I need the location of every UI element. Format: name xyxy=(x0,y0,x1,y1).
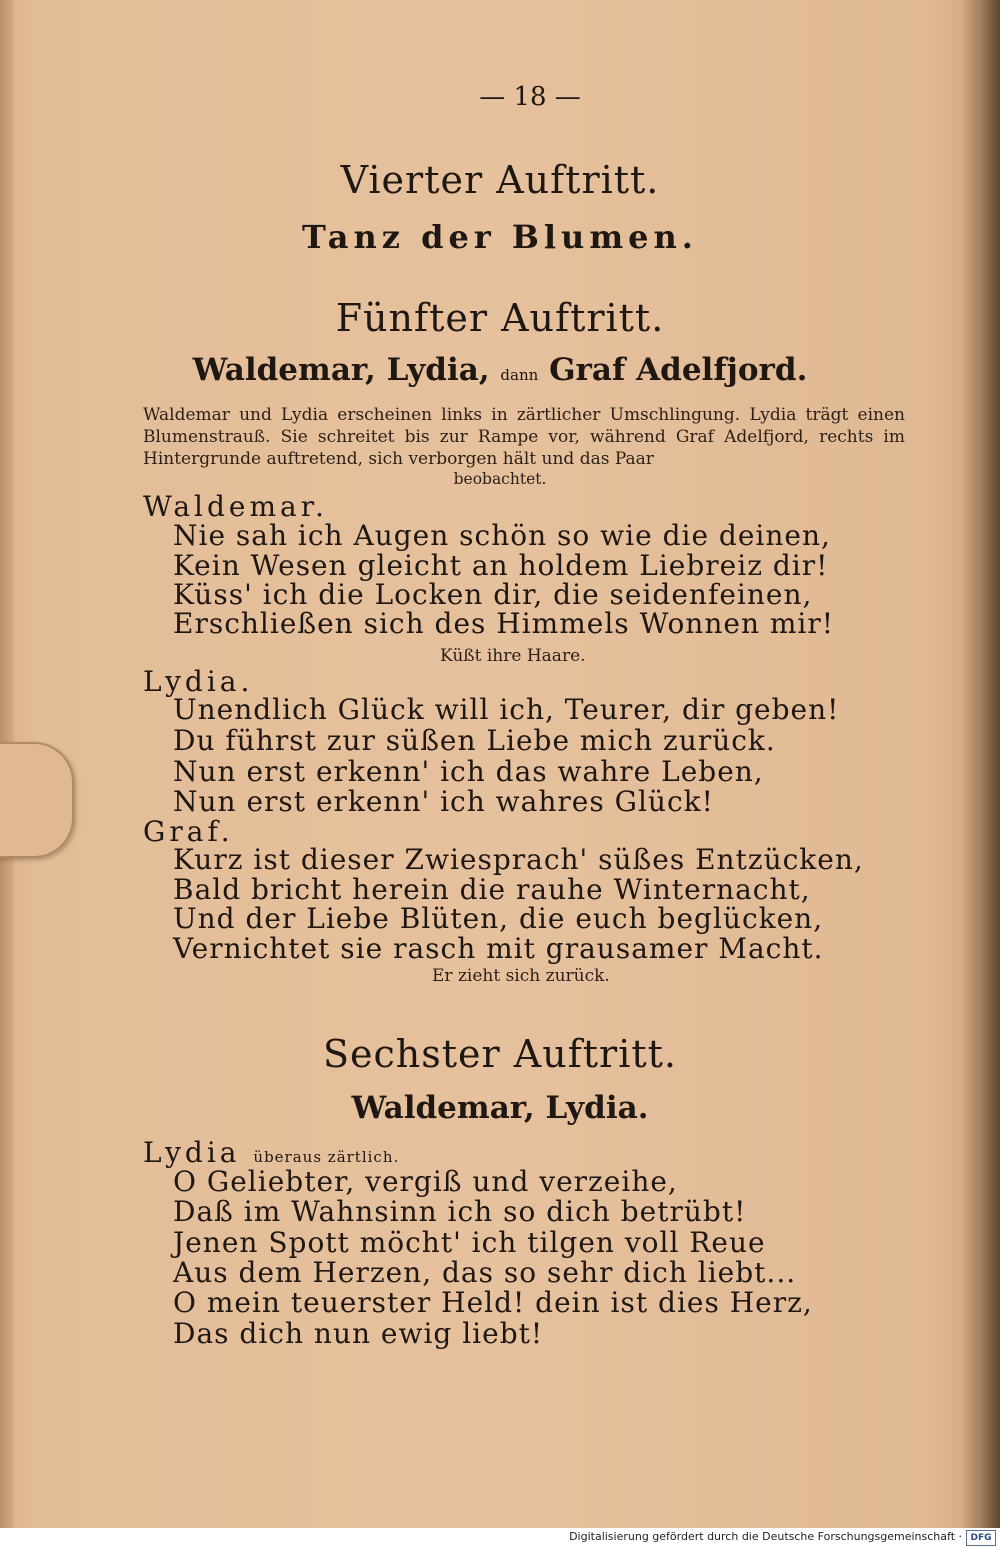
dfg-logo-icon: DFG xyxy=(966,1530,996,1546)
verse-line: Vernichtet sie rasch mit grausamer Macht. xyxy=(173,932,824,965)
footer-bar xyxy=(0,1528,1000,1547)
footer-credit: Digitalisierung gefördert durch die Deutsche Forschungsgemeinschaft · xyxy=(569,1530,962,1543)
verse-line: Nun erst erkenn' ich das wahre Leben, xyxy=(173,755,764,788)
scene5-characters-dann: dann xyxy=(500,366,539,384)
speaker-graf: Graf. xyxy=(143,815,234,848)
scene5-stage-direction-end: beobachtet. xyxy=(453,470,547,488)
scene4-subtitle: Tanz der Blumen. xyxy=(302,218,698,256)
verse-line: Aus dem Herzen, das so sehr dich liebt... xyxy=(173,1256,797,1289)
verse-line: Erschließen sich des Himmels Wonnen mir! xyxy=(173,607,835,640)
scene6-characters: Waldemar, Lydia. xyxy=(351,1090,649,1126)
verse-line: Das dich nun ewig liebt! xyxy=(173,1317,544,1350)
verse-line: Kurz ist dieser Zwiesprach' süßes Entzücken, xyxy=(173,843,864,876)
scene5-title: Fünfter Auftritt. xyxy=(335,296,665,340)
verse-line: Nie sah ich Augen schön so wie die deinen, xyxy=(173,519,831,552)
verse-line: Bald bricht herein die rauhe Winternacht, xyxy=(173,873,811,906)
scene6-title: Sechster Auftritt. xyxy=(323,1032,677,1076)
direction-kisses-hair: Küßt ihre Haare. xyxy=(440,646,586,666)
speaker-waldemar: Waldemar. xyxy=(143,490,328,523)
speaker-note: überaus zärtlich. xyxy=(253,1148,400,1166)
verse-line: Du führst zur süßen Liebe mich zurück. xyxy=(173,724,776,757)
scene5-stage-direction: Waldemar und Lydia erscheinen links in zärtlicher Umschlingung. Lydia trägt einen Blumenstrauß. Sie schreitet bis zur Rampe vor, während Graf Adelfjord, rechts im Hintergrunde auftretend, sich verborgen hält und das Paar xyxy=(143,405,905,469)
verse-line: Kein Wesen gleicht an holdem Liebreiz dir! xyxy=(173,549,829,582)
page-tab xyxy=(0,742,74,858)
scene4-title: Vierter Auftritt. xyxy=(340,158,660,202)
scene5-characters-graf: Graf Adelfjord. xyxy=(549,352,808,388)
verse-line: Küss' ich die Locken dir, die seidenfeinen, xyxy=(173,578,813,611)
scene5-characters xyxy=(0,352,1000,388)
verse-line: Unendlich Glück will ich, Teurer, dir geben! xyxy=(173,693,840,726)
speaker-lydia: Lydia. xyxy=(143,665,254,698)
scene5-characters-main: Waldemar, Lydia, xyxy=(192,352,490,388)
verse-line: O mein teuerster Held! dein ist dies Herz, xyxy=(173,1286,813,1319)
direction-withdraws: Er zieht sich zurück. xyxy=(432,966,610,986)
verse-line: Jenen Spott möcht' ich tilgen voll Reue xyxy=(173,1226,766,1259)
speaker-name: Lydia xyxy=(143,1136,241,1169)
verse-line: Und der Liebe Blüten, die euch beglücken, xyxy=(173,902,824,935)
verse-line: Nun erst erkenn' ich wahres Glück! xyxy=(173,785,714,818)
verse-line: Daß im Wahnsinn ich so dich betrübt! xyxy=(173,1195,747,1228)
verse-line: O Geliebter, vergiß und verzeihe, xyxy=(173,1165,678,1198)
page-number: — 18 — xyxy=(479,82,581,112)
